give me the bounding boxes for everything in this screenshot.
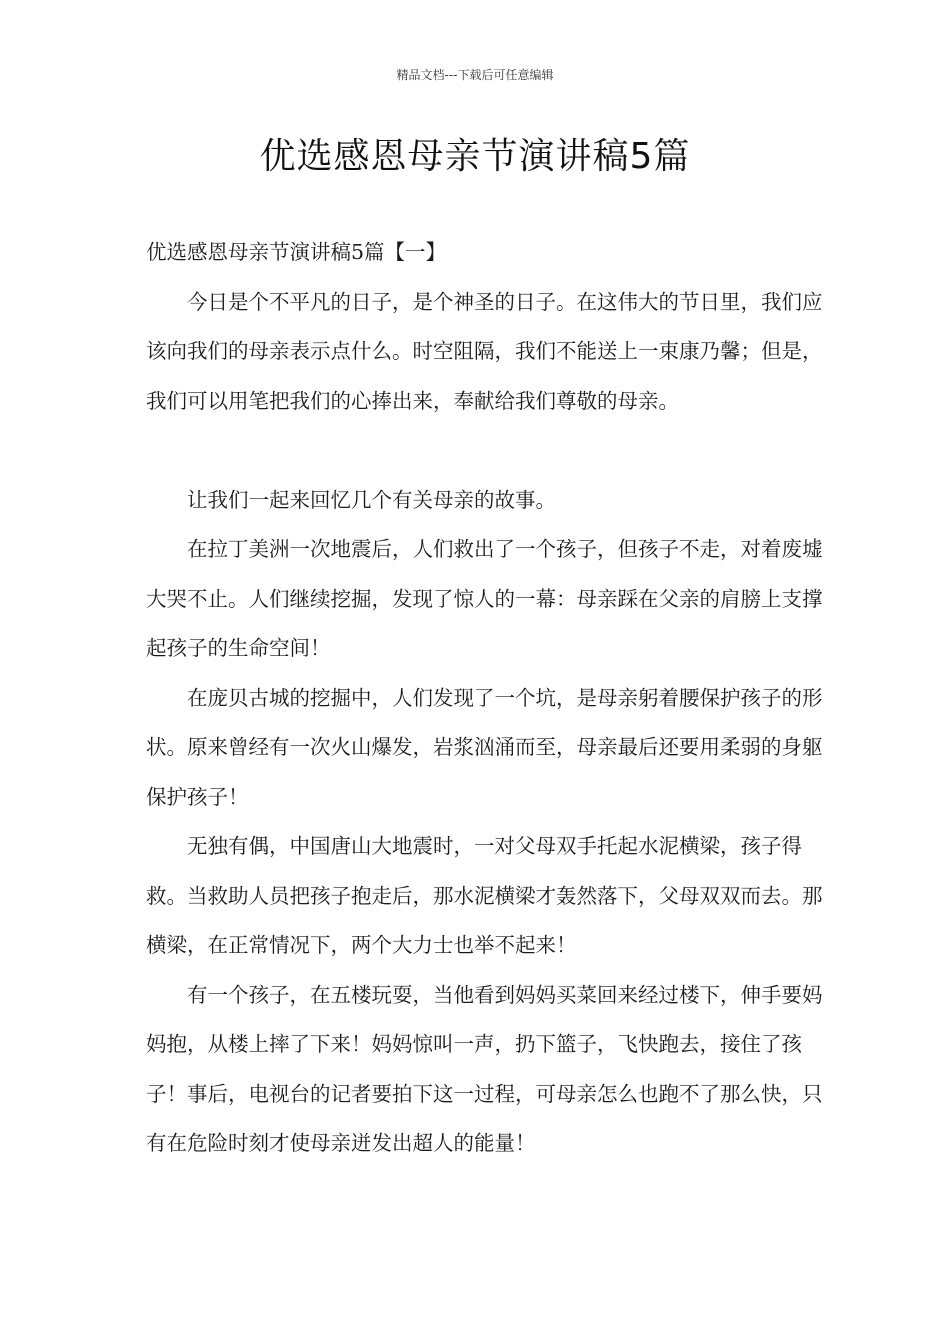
- paragraph-2: 让我们一起来回忆几个有关母亲的故事。: [187, 487, 556, 512]
- paragraph-5: 无独有偶，中国唐山大地震时，一对父母双手托起水泥横梁，孩子得救。当救助人员把孩子抱走后，那水泥横梁才轰然落下，父母双双而去。那横梁，在正常情况下，两个大力士也举不起来！: [146, 834, 823, 957]
- paragraph-4: 在庞贝古城的挖掘中，人们发现了一个坑，是母亲躬着腰保护孩子的形状。原来曾经有一次火山爆发，岩浆汹涌而至，母亲最后还要用柔弱的身躯保护孩子！: [146, 685, 823, 809]
- paragraph-6: 有一个孩子，在五楼玩耍，当他看到妈妈买菜回来经过楼下，伸手要妈妈抱，从楼上摔了下来！妈妈惊叫一声，扔下篮子，飞快跑去，接住了孩子！事后，电视台的记者要拍下这一过程，可母亲怎么也跑不了那么快，只有在危险时刻才使母亲迸发出超人的能量！: [146, 982, 823, 1155]
- paragraph-gap: [146, 426, 826, 476]
- section-heading: 优选感恩母亲节演讲稿5篇【一】: [146, 240, 447, 264]
- paragraph-1: 今日是个不平凡的日子，是个神圣的日子。在这伟大的节日里，我们应该向我们的母亲表示点什么。时空阻隔，我们不能送上一束康乃馨；但是，我们可以用笔把我们的心捧出来，奉献给我们尊敬的母亲。: [146, 289, 823, 413]
- document-body: [146, 228, 826, 1169]
- header-note: 精品文档---下载后可任意编辑: [396, 68, 554, 82]
- paragraph-3: 在拉丁美洲一次地震后，人们救出了一个孩子，但孩子不走，对着废墟大哭不止。人们继续挖掘，发现了惊人的一幕：母亲踩在父亲的肩膀上支撑起孩子的生命空间！: [146, 537, 823, 660]
- document-title: 优选感恩母亲节演讲稿5篇: [259, 136, 691, 177]
